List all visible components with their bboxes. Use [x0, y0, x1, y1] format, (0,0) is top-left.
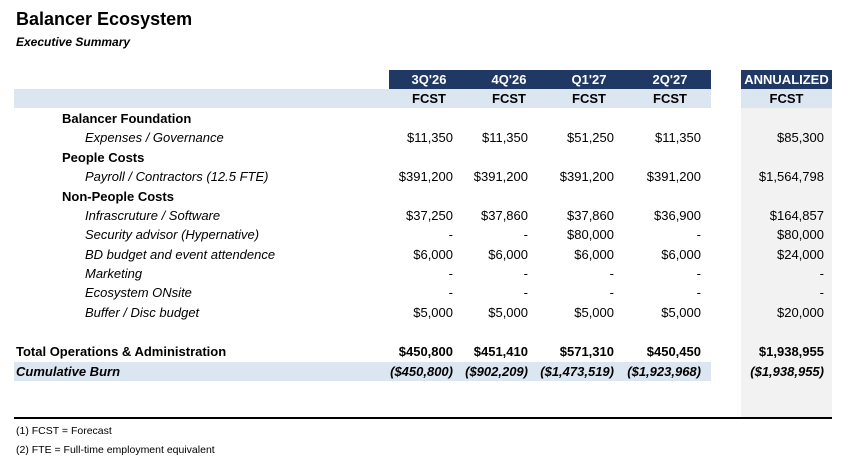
section-label: Non-People Costs — [62, 189, 174, 204]
total-annual-value: $1,938,955 — [758, 344, 824, 359]
total-value: $450,450 — [646, 344, 701, 359]
line-item-label: Payroll / Contractors (12.5 FTE) — [85, 169, 269, 184]
cell-value: - — [448, 266, 453, 281]
annualized-sublabel: FCST — [769, 91, 804, 106]
footnote-2: (2) FTE = Full-time employment equivalent — [16, 444, 215, 456]
cell-value: - — [523, 266, 528, 281]
section-label: Balancer Foundation — [62, 111, 192, 126]
cell-value: - — [523, 285, 528, 300]
cell-value: - — [696, 266, 701, 281]
table-row — [0, 303, 860, 322]
cumulative-row — [0, 362, 860, 381]
annual-value: $1,564,798 — [758, 169, 824, 184]
cell-value: $11,350 — [406, 130, 453, 145]
cumulative-value: ($1,473,519) — [540, 364, 614, 379]
total-value: $450,800 — [398, 344, 453, 359]
column-sublabel-1: FCST — [412, 91, 446, 106]
cell-value: $5,000 — [413, 305, 453, 320]
table-row — [0, 264, 860, 283]
report-subtitle: Executive Summary — [16, 35, 131, 49]
column-header-4: 2Q'27 — [652, 72, 688, 87]
table-row — [0, 148, 860, 167]
table-row — [0, 206, 860, 225]
cell-value: $391,200 — [559, 169, 614, 184]
report-title: Balancer Ecosystem — [16, 9, 193, 29]
table-row — [0, 109, 860, 128]
column-header-2: 4Q'26 — [491, 72, 527, 87]
cell-value: $5,000 — [488, 305, 528, 320]
cell-value: - — [448, 227, 453, 242]
cell-value: - — [609, 285, 614, 300]
cumulative-value: ($1,923,968) — [627, 364, 701, 379]
line-item-label: Security advisor (Hypernative) — [85, 227, 260, 242]
cell-value: $5,000 — [661, 305, 701, 320]
annual-value: $80,000 — [777, 227, 824, 242]
cell-value: $391,200 — [398, 169, 453, 184]
annual-value: $85,300 — [777, 130, 824, 145]
line-item-label: Expenses / Governance — [85, 130, 224, 145]
cell-value: $36,900 — [654, 208, 701, 223]
line-item-label: Ecosystem ONsite — [85, 285, 192, 300]
table-row — [0, 283, 860, 302]
cell-value: $51,250 — [567, 130, 614, 145]
annual-value: $24,000 — [777, 247, 824, 262]
footnote-1: (1) FCST = Forecast — [16, 425, 112, 437]
total-value: $451,410 — [473, 344, 528, 359]
cell-value: $6,000 — [661, 247, 701, 262]
column-sublabel-2: FCST — [492, 91, 526, 106]
table-row — [0, 245, 860, 264]
cumulative-label: Cumulative Burn — [16, 364, 121, 379]
table-row — [0, 167, 860, 186]
cell-value: $5,000 — [574, 305, 614, 320]
column-header-3: Q1'27 — [571, 72, 607, 87]
column-sublabel-3: FCST — [572, 91, 606, 106]
total-row — [0, 342, 860, 361]
cell-value: $37,860 — [567, 208, 614, 223]
cumulative-value: ($902,209) — [465, 364, 528, 379]
cell-value: - — [523, 227, 528, 242]
annual-value: $164,857 — [769, 208, 824, 223]
line-item-label: Marketing — [85, 266, 143, 281]
cell-value: $391,200 — [646, 169, 701, 184]
column-sublabel-4: FCST — [653, 91, 687, 106]
cumulative-value: ($450,800) — [390, 364, 453, 379]
cell-value: $391,200 — [473, 169, 528, 184]
cell-value: $6,000 — [574, 247, 614, 262]
line-item-label: Buffer / Disc budget — [85, 305, 200, 320]
cumulative-annual-value: ($1,938,955) — [750, 364, 824, 379]
section-label: People Costs — [62, 150, 145, 165]
table-row — [0, 225, 860, 244]
cell-value: $11,350 — [654, 130, 701, 145]
cell-value: $37,250 — [406, 208, 453, 223]
cell-value: - — [696, 227, 701, 242]
table-row — [0, 187, 860, 206]
cell-value: - — [609, 266, 614, 281]
cell-value: $6,000 — [413, 247, 453, 262]
line-item-label: BD budget and event attendence — [85, 247, 276, 262]
total-value: $571,310 — [559, 344, 614, 359]
annual-value: - — [819, 266, 824, 281]
cell-value: $37,860 — [481, 208, 528, 223]
column-header-1: 3Q'26 — [411, 72, 447, 87]
cell-value: $11,350 — [481, 130, 528, 145]
annual-value: - — [819, 285, 824, 300]
line-item-label: Infrascruture / Software — [85, 208, 221, 223]
cell-value: $6,000 — [488, 247, 528, 262]
cell-value: - — [696, 285, 701, 300]
cell-value: $80,000 — [567, 227, 614, 242]
annualized-header: ANNUALIZED — [741, 70, 832, 89]
table-row — [0, 128, 860, 147]
annual-value: $20,000 — [777, 305, 824, 320]
total-label: Total Operations & Administration — [16, 344, 227, 359]
footer-divider — [14, 417, 832, 419]
cell-value: - — [448, 285, 453, 300]
